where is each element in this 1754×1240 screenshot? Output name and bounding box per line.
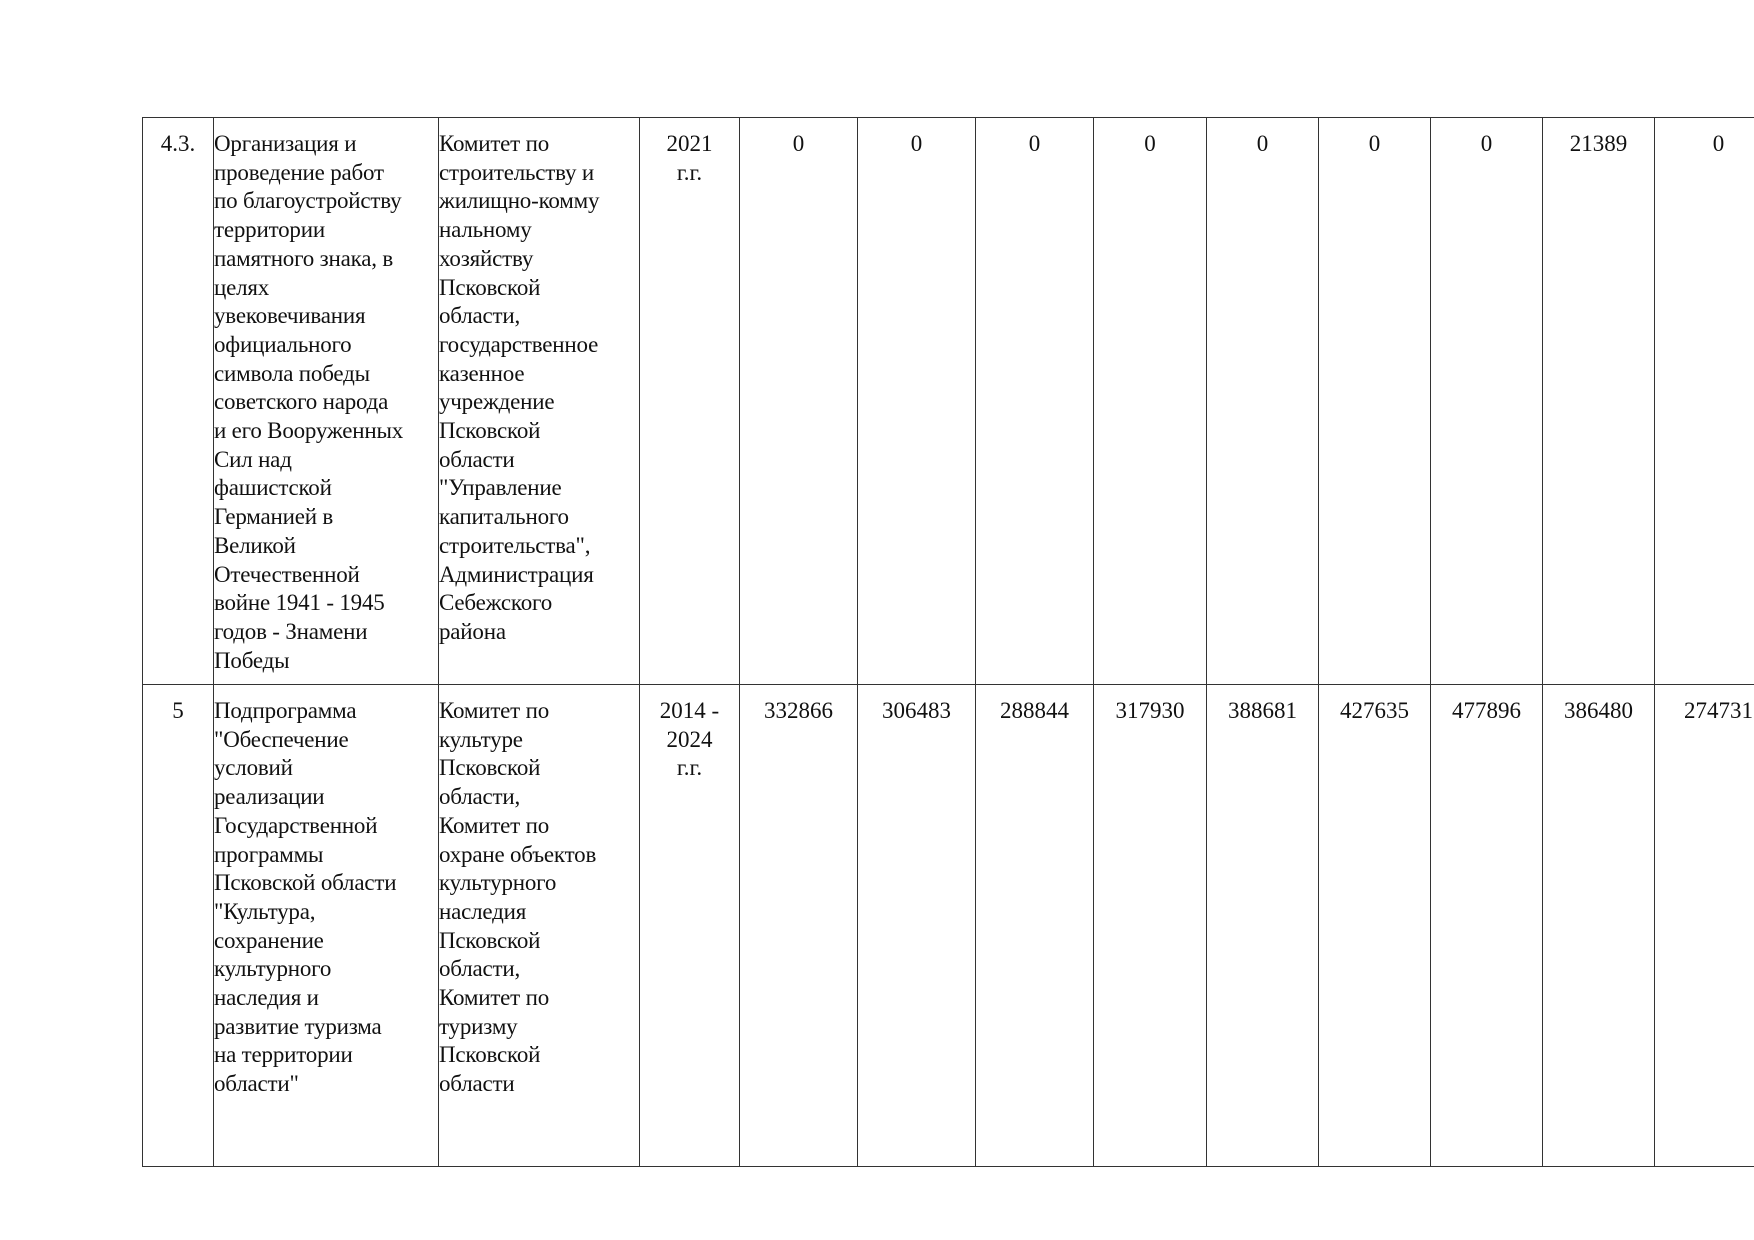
- funding-value: 317930: [1094, 685, 1207, 1167]
- funding-value: 0: [740, 118, 858, 685]
- table-row: [143, 685, 1754, 1167]
- executor: Комитет по строительству и жилищно-комму нальному хозяйству Псковской области, государственное казенное учреждение Псковской области "Управление капитального строительства", Администрация Себежского района: [439, 118, 640, 685]
- funding-value: 0: [1207, 118, 1319, 685]
- measure-name: Подпрограмма "Обеспечение условий реализации Государственной программы Псковской области "Культура, сохранение культурного наследия и развитие туризма на территории области": [214, 685, 439, 1167]
- row-number: 5: [143, 685, 214, 1167]
- funding-value: 0: [858, 118, 976, 685]
- funding-value: 0: [976, 118, 1094, 685]
- funding-value: 21389: [1543, 118, 1655, 685]
- funding-value: 0: [1094, 118, 1207, 685]
- program-table: [142, 117, 1754, 1167]
- executor: Комитет по культуре Псковской области, Комитет по охране объектов культурного наследия Псковской области, Комитет по туризму Псковской области: [439, 685, 640, 1167]
- funding-value: 332866: [740, 685, 858, 1167]
- implementation-period: 2021 г.г.: [640, 118, 740, 685]
- measure-name: Организация и проведение работ по благоустройству территории памятного знака, в целях увековечивания официального символа победы советского народа и его Вооруженных Сил над фашистской Германией в Великой Отечественной войне 1941 - 1945 годов - Знамени Победы: [214, 118, 439, 685]
- funding-value: 388681: [1207, 685, 1319, 1167]
- funding-value: 0: [1655, 118, 1754, 685]
- implementation-period: 2014 - 2024 г.г.: [640, 685, 740, 1167]
- funding-value: 477896: [1431, 685, 1543, 1167]
- funding-value: 288844: [976, 685, 1094, 1167]
- funding-value: 386480: [1543, 685, 1655, 1167]
- row-number: 4.3.: [143, 118, 214, 685]
- funding-value: 0: [1319, 118, 1431, 685]
- funding-value: 0: [1431, 118, 1543, 685]
- table-row: [143, 118, 1754, 685]
- funding-value: 274731: [1655, 685, 1754, 1167]
- funding-value: 427635: [1319, 685, 1431, 1167]
- funding-value: 306483: [858, 685, 976, 1167]
